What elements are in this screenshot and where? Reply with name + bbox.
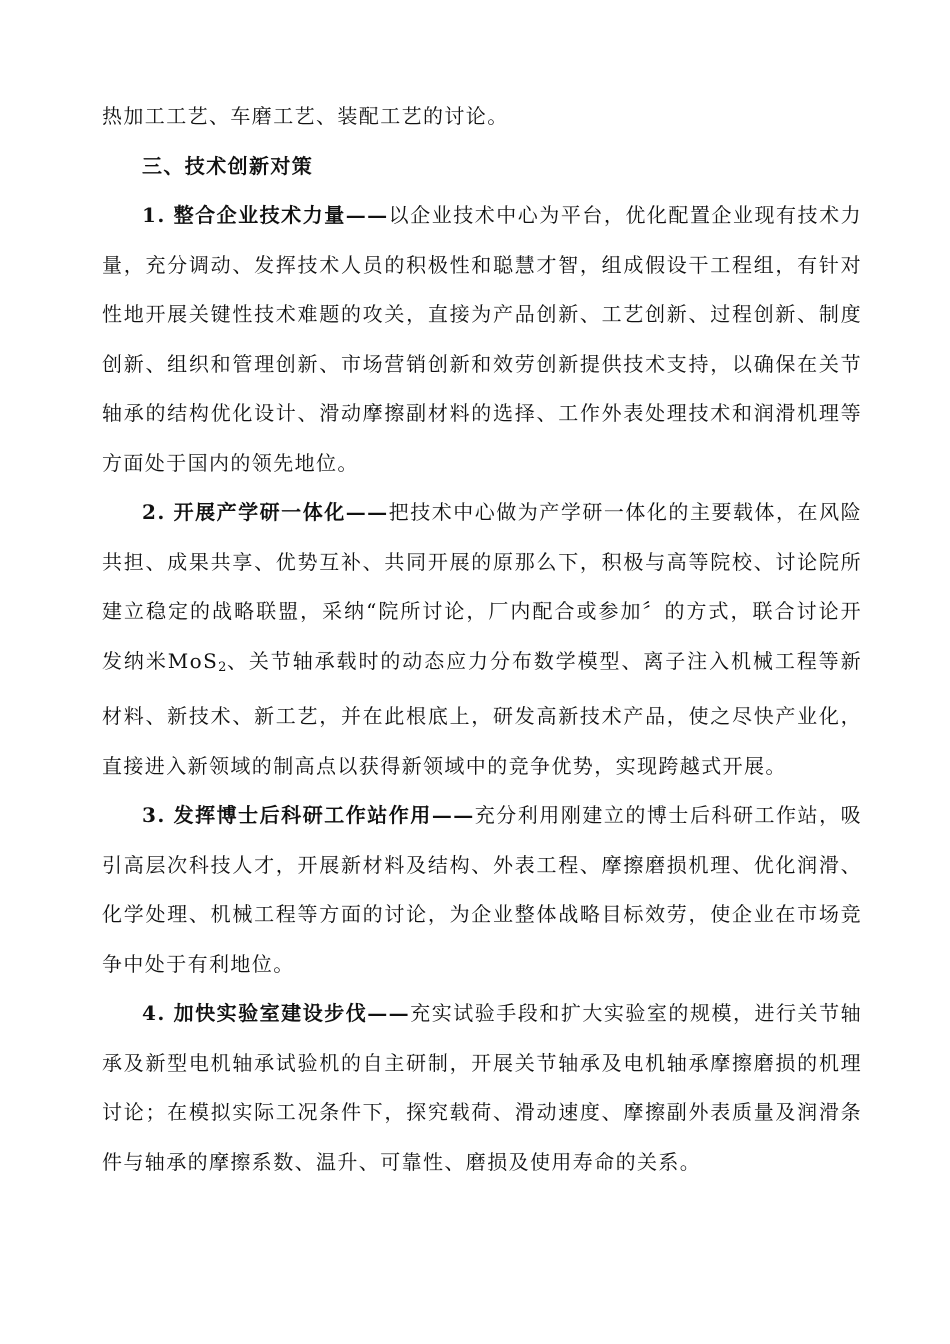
item-2-title: 开展产学研一体化—— xyxy=(173,500,389,524)
item-3-title: 发挥博士后科研工作站作用—— xyxy=(173,803,475,827)
item-1-body: 以企业技术中心为平台，优化配置企业现有技术力量，充分调动、发挥技术人员的积极性和聪慧才智，组成假设干工程组，有针对性地开展关键性技术难题的攻关，直接为产品创新、工艺创新、过程创新、制度创新、组织和管理创新、市场营销创新和效劳创新提供技术支持，以确保在关节轴承的结构优化设计、滑动摩擦副材料的选择、工作外表处理技术和润滑机理等方面处于国内的领先地位。 xyxy=(102,203,862,475)
formula-subscript: 2 xyxy=(218,659,227,675)
item-3 xyxy=(102,791,862,989)
item-4 xyxy=(102,989,862,1187)
intro-text: 热加工工艺、车磨工艺、装配工艺的讨论。 xyxy=(102,104,509,128)
item-1 xyxy=(102,191,862,488)
section-heading xyxy=(102,142,862,192)
item-2-number: 2. xyxy=(142,500,166,524)
document-page xyxy=(102,92,862,1187)
item-4-body: 充实试验手段和扩大实验室的规模，进行关节轴承及新型电机轴承试验机的自主研制，开展关节轴承及电机轴承摩擦磨损的机理讨论；在模拟实际工况条件下，探究载荷、滑动速度、摩擦副外表质量及润滑条件与轴承的摩擦系数、温升、可靠性、磨损及使用寿命的关系。 xyxy=(102,1001,862,1174)
item-2-body-part-2: 、关节轴承载时的动态应力分布数学模型、离子注入机械工程等新材料、新技术、新工艺，并在此根底上，研发高新技术产品，使之尽快产业化，直接进入新领域的制高点以获得新领域中的竞争优势，实现跨越式开展。 xyxy=(102,648,862,778)
section-heading-text: 三、技术创新对策 xyxy=(142,153,314,178)
item-3-number: 3. xyxy=(142,803,166,827)
intro-continuation xyxy=(102,92,862,142)
item-1-number: 1. xyxy=(142,203,166,227)
item-4-number: 4. xyxy=(142,1001,166,1025)
item-4-title: 加快实验室建设步伐—— xyxy=(173,1001,411,1025)
item-3-body: 充分利用刚建立的博士后科研工作站，吸引高层次科技人才，开展新材料及结构、外表工程、摩擦磨损机理、优化润滑、化学处理、机械工程等方面的讨论，为企业整体战略目标效劳，使企业在市场竞争中处于有利地位。 xyxy=(102,803,862,976)
item-2 xyxy=(102,488,862,791)
item-1-title: 整合企业技术力量—— xyxy=(173,203,389,227)
item-2-body-part-1: 把技术中心做为产学研一体化的主要载体，在风险共担、成果共享、优势互补、共同开展的原那么下，积极与高等院校、讨论院所建立稳定的战略联盟，采纳“院所讨论，厂内配合或参加〞的方式，联合讨论开发纳米 xyxy=(102,500,862,673)
formula-base: MoS xyxy=(167,648,219,673)
